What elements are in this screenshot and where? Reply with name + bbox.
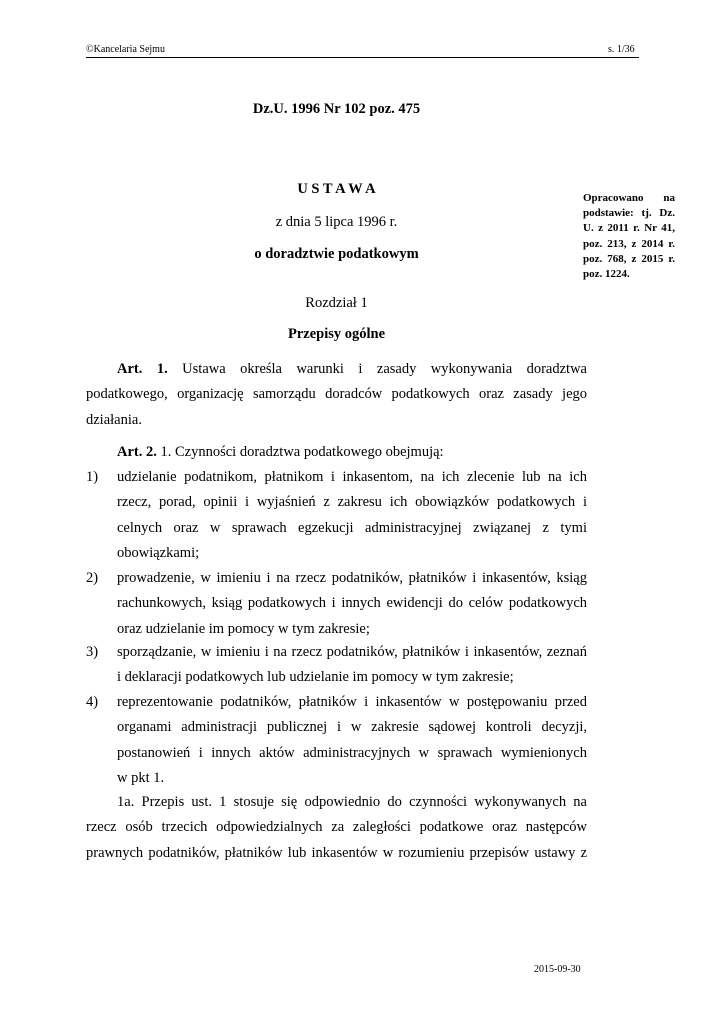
act-subject: o doradztwie podatkowym: [254, 246, 419, 262]
list-item-number: 3): [86, 644, 99, 660]
header-source: ©Kancelaria Sejmu: [86, 44, 165, 55]
article-2-intro: Art. 2. 1. Czynności doradztwa podatkowego obejmują:: [117, 444, 444, 460]
list-item: 2) prowadzenie, w imieniu i na rzecz podatników, płatników i inkasentów, ksiąg rachunkowych, ksiąg podatkowych i innych ewidencji do celów podatkowych oraz udzielanie im pomocy w tym zakresie;: [86, 566, 587, 642]
list-item-number: 2): [86, 570, 99, 586]
act-date: z dnia 5 lipca 1996 r.: [275, 214, 398, 230]
list-item: 4) reprezentowanie podatników, płatników i inkasentów w postępowaniu przed organami administracji publicznej i w zakresie sądowej kontroli decyzji, postanowień i innych aktów administracyjnych w sprawach wymienionych w pkt 1.: [86, 690, 587, 792]
article-1: [86, 357, 587, 433]
list-item: 3) sporządzanie, w imieniu i na rzecz podatników, płatników i inkasentów, zeznań i deklaracji podatkowych lub udzielanie im pomocy w tym zakresie;: [86, 640, 587, 691]
list-item-number: 4): [86, 694, 99, 710]
header-page-number: s. 1/36: [608, 44, 635, 55]
footer-date: 2015-09-30: [534, 964, 581, 975]
citation: Dz.U. 1996 Nr 102 poz. 475: [252, 101, 421, 117]
chapter-label: Rozdział 1: [305, 295, 368, 311]
list-item-number: 1): [86, 469, 99, 485]
article-1-line: działania.: [86, 411, 142, 428]
chapter-title: Przepisy ogólne: [287, 326, 386, 342]
article-1-label: Art. 1.: [117, 361, 168, 377]
act-type: U S T A W A: [297, 181, 376, 197]
article-2-label: Art. 2.: [117, 444, 157, 460]
article-2-paragraph-1a: 1a. Przepis ust. 1 stosuje się odpowiednio do czynności wykonywanych na rzecz osób trzecich odpowiedzialnych za zaległości podatkowe oraz następców prawnych podatników, płatników lub inkasentów w rozumieniu przepisów ustawy z: [86, 794, 587, 861]
article-1-line: podatkowego, organizację samorządu doradców podatkowych oraz zasady jego: [86, 386, 587, 403]
side-note: Opracowano na podstawie: tj. Dz. U. z 2011 r. Nr 41, poz. 213, z 2014 r. poz. 768, z 2015 r. poz. 1224.: [583, 192, 675, 281]
list-item: 1) udzielanie podatnikom, płatnikom i inkasentom, na ich zlecenie lub na ich rzecz, porad, opinii i wyjaśnień z zakresu ich obowiązków podatkowych i celnych oraz w sprawach egzekucji administracyjnej związanej z tymi obowiązkami;: [86, 465, 587, 567]
article-1-line: Art. 1. Ustawa określa warunki i zasady wykonywania doradztwa: [117, 361, 587, 377]
header-rule: [86, 57, 639, 58]
